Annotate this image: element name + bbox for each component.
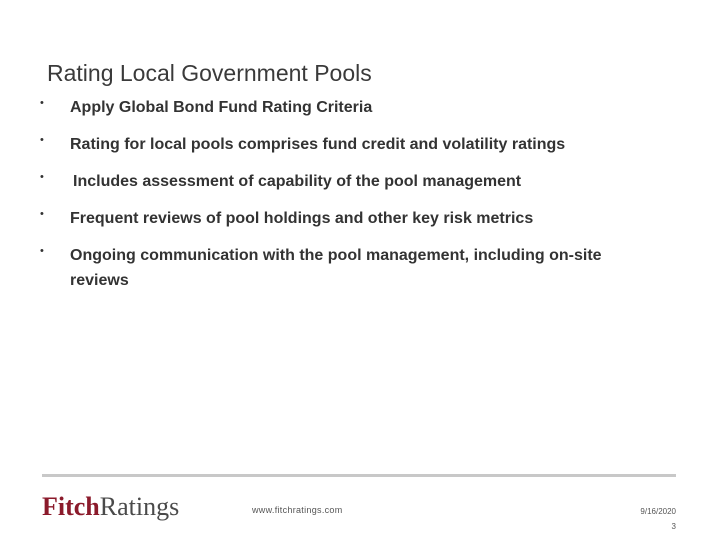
slide-title: Rating Local Government Pools xyxy=(47,60,372,86)
logo-fitch-text: Fitch xyxy=(42,492,100,521)
bullet-marker: • xyxy=(40,208,44,220)
fitch-ratings-logo xyxy=(42,492,179,522)
footer-divider xyxy=(42,474,676,477)
bullet-text: Apply Global Bond Fund Rating Criteria xyxy=(70,99,373,116)
bullet-text: Includes assessment of capability of the pool management xyxy=(73,173,522,190)
bullet-text: Ongoing communication with the pool management, including on-site reviews xyxy=(70,247,602,289)
page-number: 3 xyxy=(671,522,676,531)
bullet-marker: • xyxy=(40,134,44,146)
bullet-text: Rating for local pools comprises fund credit and volatility ratings xyxy=(70,136,566,153)
bullet-text: Frequent reviews of pool holdings and other key risk metrics xyxy=(70,210,534,227)
logo-ratings-text: Ratings xyxy=(99,492,180,521)
bullet-marker: • xyxy=(40,97,44,109)
footer-url: www.fitchratings.com xyxy=(252,505,343,515)
footer-date: 9/16/2020 xyxy=(640,507,676,516)
bullet-marker: • xyxy=(40,171,44,183)
bullet-marker: • xyxy=(40,245,44,257)
